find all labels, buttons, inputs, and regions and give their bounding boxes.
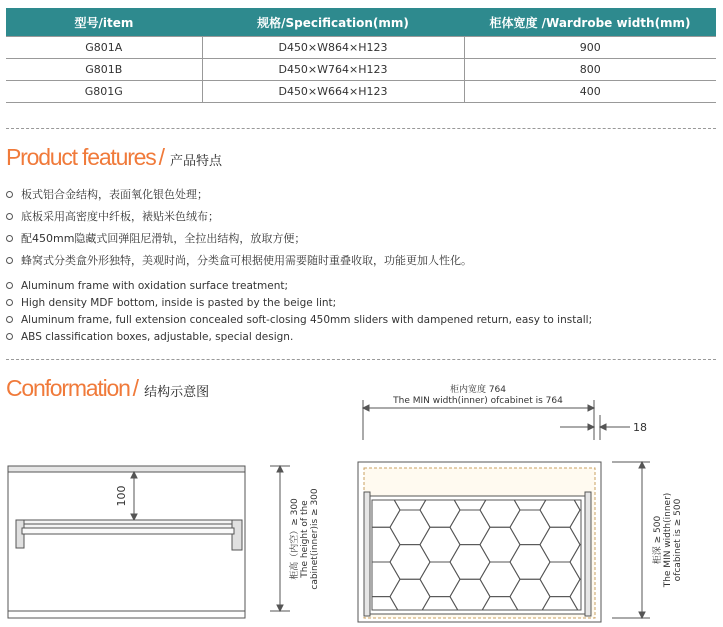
width-label-cn: 柜内宽度 764 xyxy=(449,385,507,395)
depth-label-2: The MIN width(inner) xyxy=(663,492,673,588)
header-specification: 规格/Specification(mm) xyxy=(202,8,464,37)
features-title-en: Product features xyxy=(6,144,156,170)
feature-text: Aluminum frame, full extension concealed soft-closing 450mm sliders with dampened return, easy to install; xyxy=(21,313,593,326)
feature-text: Aluminum frame with oxidation surface treatment; xyxy=(21,279,289,292)
cell-model: G801G xyxy=(6,81,202,103)
feature-text: 蜂窝式分类盒外形独特，美观时尚，分类盒可根据使用需要随时重叠收取，功能更加人性化。 xyxy=(21,254,472,267)
depth-dimension xyxy=(612,462,650,618)
cell-spec: D450×W764×H123 xyxy=(202,59,464,81)
header-wardrobe-width: 柜体宽度 /Wardrobe width(mm) xyxy=(464,8,716,37)
cell-model: G801B xyxy=(6,59,202,81)
feature-text: ABS classification boxes, adjustable, special design. xyxy=(21,330,294,343)
feature-text: 底板采用高密度中纤板，裱贴米色绒布； xyxy=(21,210,219,223)
hex-box xyxy=(600,562,640,597)
cell-width: 800 xyxy=(464,59,716,81)
depth-label-1: 柜深 ≥ 500 xyxy=(653,515,663,565)
side-dim-label: 100 xyxy=(115,485,128,507)
plan-view xyxy=(358,462,601,622)
cell-model: G801A xyxy=(6,37,202,59)
cell-width: 400 xyxy=(464,81,716,103)
feature-text: High density MDF bottom, inside is pasted by the beige lint; xyxy=(21,296,337,309)
width-label-en: The MIN width(inner) ofcabinet is 764 xyxy=(393,396,563,406)
height-label-1: 柜高（内空）≥ 300 xyxy=(290,498,300,580)
depth-label-3: ofcabinet is ≥ 500 xyxy=(673,498,683,582)
hex-box xyxy=(600,493,640,528)
title-slash: / xyxy=(132,375,140,401)
height-label-2: The height of the xyxy=(300,500,310,578)
features-title-cn: 产品特点 xyxy=(169,154,222,169)
feature-text: 配450mm隐藏式回弹阻尼滑轨，全拉出结构，放取方便； xyxy=(21,232,306,245)
hex-box xyxy=(600,527,640,562)
header-item: 型号/item xyxy=(6,8,202,37)
gap-dim-label: 18 xyxy=(633,421,647,434)
conformation-title-cn: 结构示意图 xyxy=(144,385,210,400)
height-dimension xyxy=(270,466,290,611)
cell-spec: D450×W664×H123 xyxy=(202,81,464,103)
cell-width: 900 xyxy=(464,37,716,59)
cell-spec: D450×W864×H123 xyxy=(202,37,464,59)
title-slash: / xyxy=(158,144,165,170)
feature-text: 板式铝合金结构，表面氧化银色处理； xyxy=(21,188,208,201)
width-dimension xyxy=(363,400,630,440)
height-label-3: cabinet(inner)is ≥ 300 xyxy=(310,488,320,590)
conformation-title-en: Conformation xyxy=(6,375,130,401)
hex-box xyxy=(600,597,640,627)
hex-box xyxy=(600,458,640,493)
